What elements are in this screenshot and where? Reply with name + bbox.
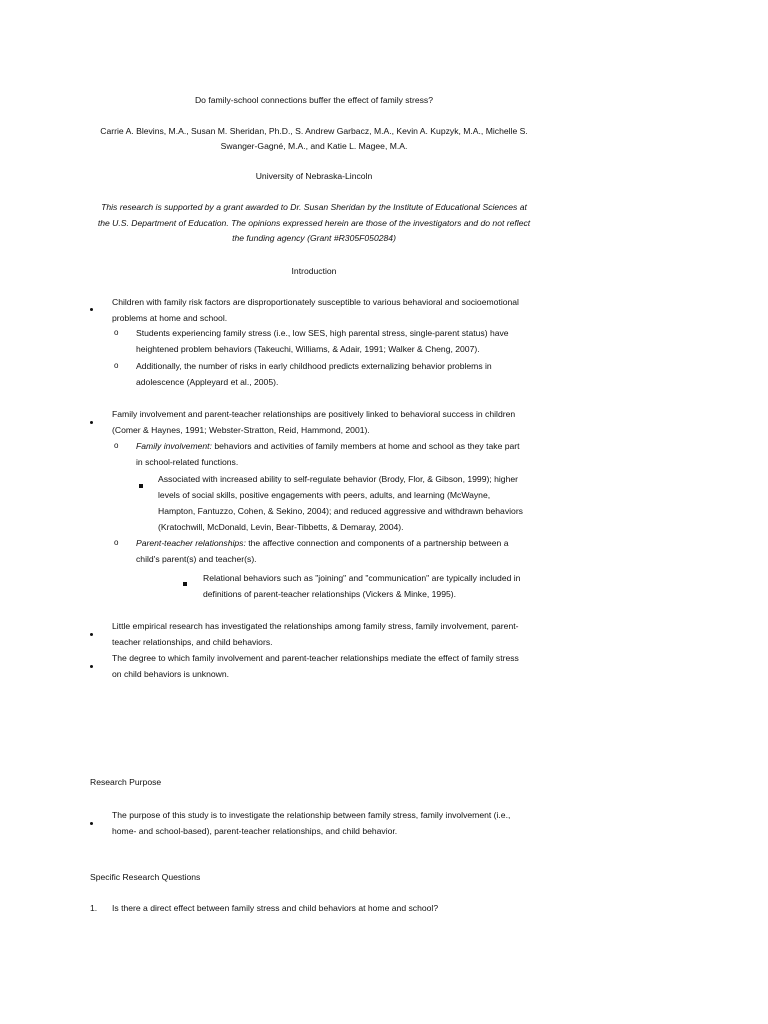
introduction-heading: Introduction bbox=[291, 266, 337, 276]
bullet-2b bbox=[136, 535, 546, 567]
bullet-1a bbox=[136, 325, 546, 357]
bullet-2a1-line: levels of social skills, positive engagements with peers, adults, and learning (McWayne, bbox=[158, 490, 491, 500]
purpose-line: home- and school-based), parent-teacher relationships, and child behavior. bbox=[112, 826, 398, 836]
square-bullet-marker bbox=[183, 575, 187, 591]
affiliation: University of Nebraska-Lincoln bbox=[255, 171, 373, 181]
research-questions-heading: Specific Research Questions bbox=[90, 872, 201, 882]
family-involvement-term: Family involvement: bbox=[136, 441, 212, 451]
bullet-4 bbox=[112, 650, 542, 682]
sub-bullet-marker: o bbox=[114, 538, 119, 547]
bullet-2a1-line: Hampton, Fantuzzo, Cohen, & Sekino, 2004); and reduced aggressive and withdrawn behaviors bbox=[158, 506, 523, 516]
bullet-marker bbox=[90, 413, 93, 429]
bullet-2a-line: in school-related functions. bbox=[136, 457, 239, 467]
funding-line-3: the funding agency (Grant #R305F050284) bbox=[232, 233, 396, 243]
purpose-line: The purpose of this study is to investigate the relationship between family stress, family involvement (i.e., bbox=[112, 810, 511, 820]
bullet-marker bbox=[90, 657, 93, 673]
bullet-2a1-line: Associated with increased ability to self-regulate behavior (Brody, Flor, & Gibson, 1999); higher bbox=[158, 474, 519, 484]
bullet-1 bbox=[112, 294, 542, 326]
research-purpose-heading: Research Purpose bbox=[90, 777, 162, 787]
bullet-marker bbox=[90, 814, 93, 830]
page-title: Do family-school connections buffer the effect of family stress? bbox=[194, 95, 434, 105]
bullet-2-line: Family involvement and parent-teacher relationships are positively linked to behavioral success in children bbox=[112, 409, 516, 419]
sub-bullet-marker: o bbox=[114, 361, 119, 370]
bullet-1b bbox=[136, 358, 546, 390]
bullet-2a1-line: (Kratochwill, McDonald, Levin, Bear-Tibbetts, & Demaray, 2004). bbox=[158, 522, 404, 532]
bullet-2b1 bbox=[203, 570, 543, 602]
bullet-4-line: on child behaviors is unknown. bbox=[112, 669, 230, 679]
bullet-2-line: (Comer & Haynes, 1991; Webster-Stratton, Reid, Hammond, 2001). bbox=[112, 425, 370, 435]
square-bullet-marker bbox=[139, 477, 143, 493]
parent-teacher-term: Parent-teacher relationships: bbox=[136, 538, 246, 548]
sub-bullet-marker: o bbox=[114, 328, 119, 337]
bullet-2b1-line: Relational behaviors such as "joining" and "communication" are typically included in bbox=[203, 573, 521, 583]
bullet-2b-line: the affective connection and components of a partnership between a bbox=[245, 538, 509, 548]
authors-line-2: Swanger-Gagné, M.A., and Katie L. Magee, M.A. bbox=[220, 141, 408, 151]
bullet-1-line: Children with family risk factors are disproportionately susceptible to various behavioral and socioemotional bbox=[112, 297, 519, 307]
authors-line-1: Carrie A. Blevins, M.A., Susan M. Sheridan, Ph.D., S. Andrew Garbacz, M.A., Kevin A. Kupzyk, M.A., Michelle S. bbox=[100, 126, 528, 136]
funding-line-1: This research is supported by a grant awarded to Dr. Susan Sheridan by the Institute of Educational Sciences at bbox=[101, 202, 527, 212]
bullet-1a-line: heightened problem behaviors (Takeuchi, Williams, & Adair, 1991; Walker & Cheng, 2007). bbox=[136, 344, 480, 354]
bullet-2b1-line: definitions of parent-teacher relationships (Vickers & Minke, 1995). bbox=[203, 589, 457, 599]
funding-line-2: the U.S. Department of Education. The opinions expressed herein are those of the investigators and do not reflect bbox=[97, 218, 531, 228]
question-1: Is there a direct effect between family stress and child behaviors at home and school? bbox=[112, 903, 439, 913]
bullet-2a-line: behaviors and activities of family members at home and school as they take part bbox=[211, 441, 520, 451]
bullet-4-line: The degree to which family involvement and parent-teacher relationships mediate the effect of family stress bbox=[112, 653, 519, 663]
bullet-2a1 bbox=[158, 471, 548, 535]
bullet-1-line: problems at home and school. bbox=[112, 313, 228, 323]
bullet-3-line: Little empirical research has investigated the relationships among family stress, family involvement, parent- bbox=[112, 621, 519, 631]
bullet-3-line: teacher relationships, and child behaviors. bbox=[112, 637, 273, 647]
bullet-2a bbox=[136, 438, 546, 470]
bullet-1b-line: adolescence (Appleyard et al., 2005). bbox=[136, 377, 279, 387]
sub-bullet-marker: o bbox=[114, 441, 119, 450]
purpose-bullet bbox=[112, 807, 542, 839]
question-number: 1. bbox=[90, 903, 98, 913]
bullet-1b-line: Additionally, the number of risks in early childhood predicts externalizing behavior problems in bbox=[136, 361, 492, 371]
bullet-1a-line: Students experiencing family stress (i.e., low SES, high parental stress, single-parent status) have bbox=[136, 328, 509, 338]
bullet-2b-line: child's parent(s) and teacher(s). bbox=[136, 554, 257, 564]
bullet-3 bbox=[112, 618, 542, 650]
bullet-marker bbox=[90, 625, 93, 641]
bullet-marker bbox=[90, 300, 93, 316]
bullet-2 bbox=[112, 406, 542, 438]
